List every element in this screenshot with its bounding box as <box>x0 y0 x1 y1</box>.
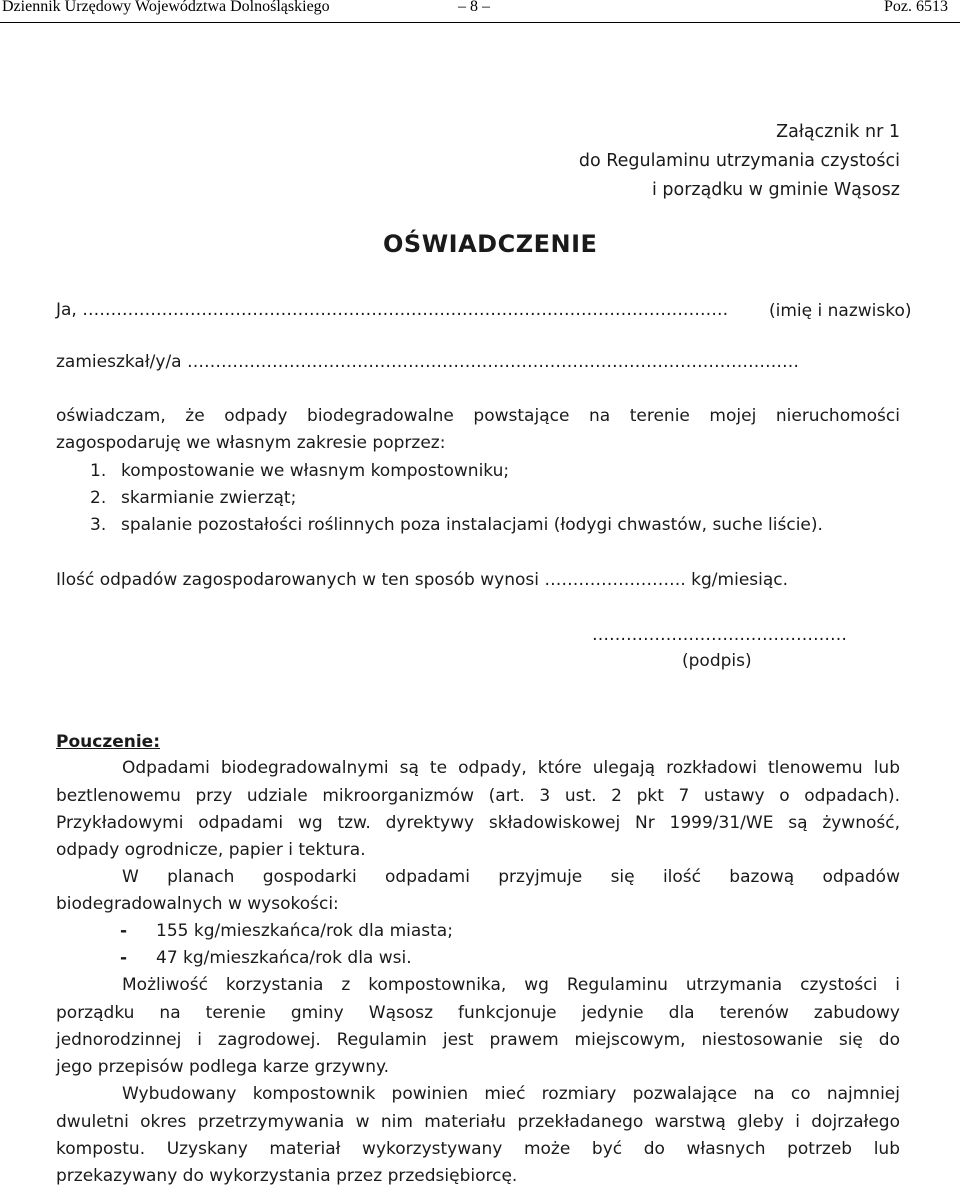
name-field[interactable]: Ja, …………………………………………………………………………………………………… <box>56 300 729 320</box>
amount-field[interactable]: Ilość odpadów zagospodarowanych w ten sposób wynosi ……………………. kg/miesiąc. <box>56 570 789 590</box>
annex-line: Załącznik nr 1 <box>776 122 900 142</box>
notice-line: przekazywany do wykorzystania przez przedsiębiorcę. <box>56 1166 518 1186</box>
notice-line: Odpadami biodegradowalnymi są te odpady, które ulegają rozkładowi tlenowemu lub <box>122 758 900 778</box>
document-title: OŚWIADCZENIE <box>383 230 598 258</box>
notice-label: Pouczenie: <box>56 732 161 752</box>
name-field-hint: (imię i nazwisko) <box>769 301 912 321</box>
annex-line: i porządku w gminie Wąsosz <box>651 180 900 200</box>
notice-line: porządku na terenie gminy Wąsosz funkcjonuje jedynie dla terenów zabudowy <box>56 1003 900 1023</box>
notice-line: W planach gospodarki odpadami przyjmuje się ilość bazową odpadów <box>122 867 900 887</box>
notice-line: jednorodzinnej i zagrodowej. Regulamin jest prawem miejscowym, niestosowanie się do <box>56 1030 900 1050</box>
notice-line: jego przepisów podlega karze grzywny. <box>56 1057 390 1077</box>
signature-field[interactable]: ……………………………………… <box>592 625 847 645</box>
list-number: 1. <box>90 461 107 481</box>
bullet-text: 47 kg/mieszkańca/rok dla wsi. <box>156 948 412 968</box>
declaration-line: oświadczam, że odpady biodegradowalne powstające na terenie mojej nieruchomości <box>56 406 900 426</box>
page-number: – 8 – <box>458 0 490 15</box>
notice-line: biodegradowalnych w wysokości: <box>56 894 339 914</box>
notice-line: dwuletni okres przetrzymywania w nim materiału przekładanego warstwą gleby i dojrzałego <box>56 1112 900 1132</box>
notice-line: odpady ogrodnicze, papier i tektura. <box>56 840 366 860</box>
journal-title: Dziennik Urzędowy Województwa Dolnośląskiego <box>2 0 330 15</box>
list-text: spalanie pozostałości roślinnych poza instalacjami (łodygi chwastów, suche liście). <box>121 515 823 535</box>
bullet-text: 155 kg/mieszkańca/rok dla miasta; <box>156 921 453 941</box>
notice-line: beztlenowemu przy udziale mikroorganizmów (art. 3 ust. 2 pkt 7 ustawy o odpadach). <box>56 786 900 806</box>
list-number: 2. <box>90 488 107 508</box>
bullet-dash: - <box>120 948 128 968</box>
list-text: skarmianie zwierząt; <box>121 488 297 508</box>
declaration-line: zagospodaruję we własnym zakresie poprzez: <box>56 433 446 453</box>
notice-line: kompostu. Uzyskany materiał wykorzystywany może być do własnych potrzeb lub <box>56 1139 900 1159</box>
bullet-dash: - <box>120 921 128 941</box>
name-field-line <box>56 299 728 321</box>
annex-line: do Regulaminu utrzymania czystości <box>578 151 900 171</box>
list-text: kompostowanie we własnym kompostowniku; <box>121 461 510 481</box>
signature-label: (podpis) <box>682 651 752 671</box>
annex-reference <box>579 118 900 205</box>
position-number: Poz. 6513 <box>884 0 948 15</box>
list-number: 3. <box>90 515 107 535</box>
notice-line: Przykładowymi odpadami wg tzw. dyrektywy składowiskowej Nr 1999/31/WE są żywność, <box>56 813 900 833</box>
residence-field[interactable]: zamieszkał/y/a ……………………………………………………………………………………………… <box>56 352 799 372</box>
notice-line: Wybudowany kompostownik powinien mieć rozmiary pozwalające na co najmniej <box>122 1084 900 1104</box>
notice-line: Możliwość korzystania z kompostownika, wg Regulaminu utrzymania czystości i <box>122 975 900 995</box>
